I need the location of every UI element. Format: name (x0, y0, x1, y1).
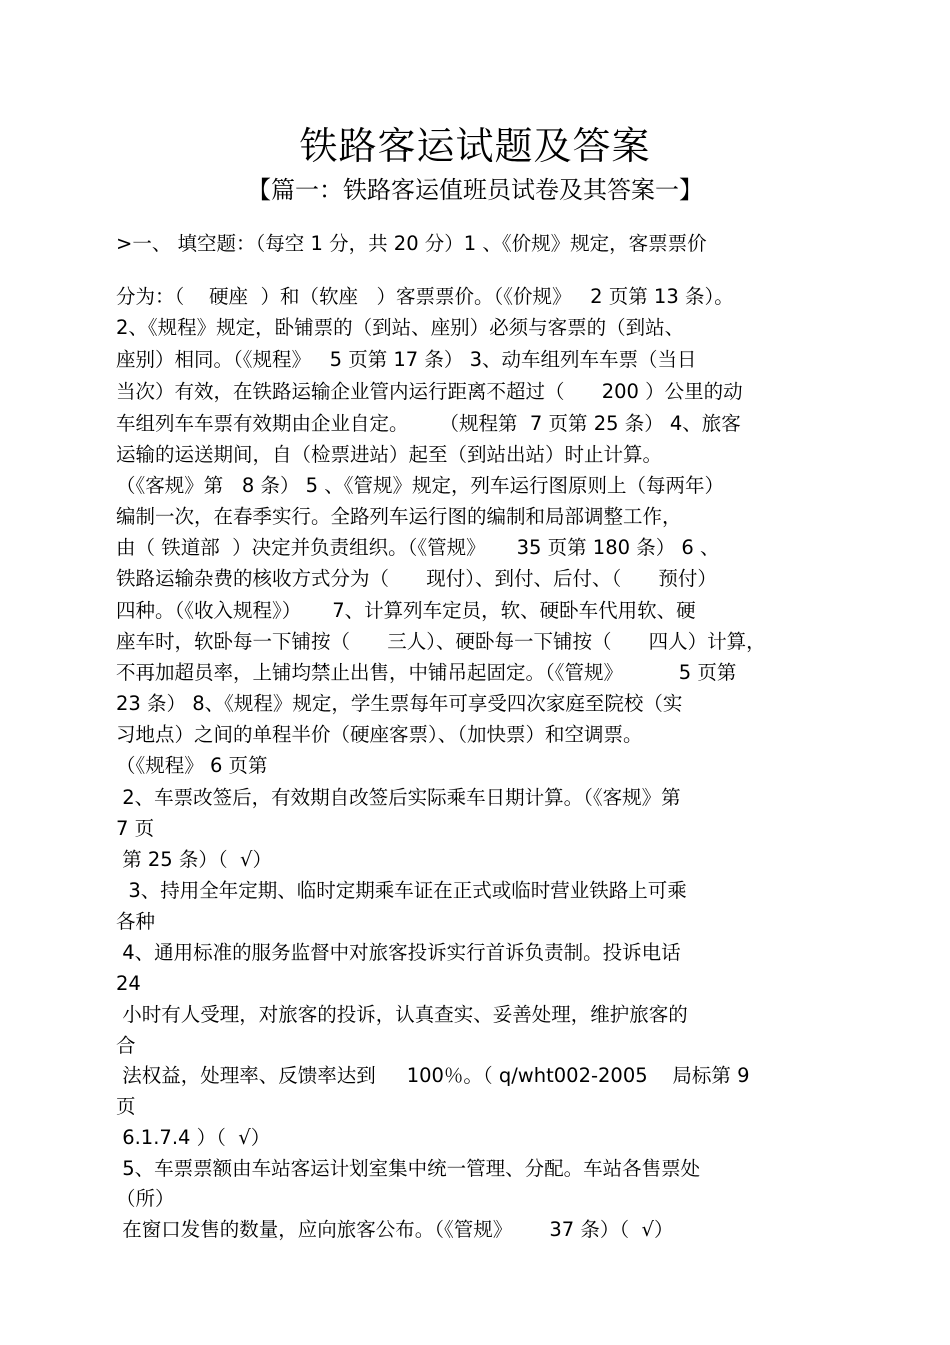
body-line: （《规程》 6 页第 (116, 754, 268, 777)
body-line: 法权益，处理率、反馈率达到 100％。（ q/wht002-2005 局标第 9 (116, 1064, 750, 1087)
body-line: 页 (116, 1095, 136, 1118)
body-line: 5、车票票额由车站客运计划室集中统一管理、分配。车站各售票处 (116, 1157, 701, 1180)
body-line: 习地点）之间的单程半价（硬座客票）、（加快票）和空调票。 (116, 723, 643, 746)
body-line: 各种 (116, 910, 156, 933)
body-line: 2、车票改签后，有效期自改签后实际乘车日期计算。（《客规》第 (116, 786, 681, 809)
body-line: 7 页 (116, 817, 155, 840)
body-line: 23 条） 8、《规程》规定，学生票每年可享受四次家庭至院校（实 (116, 692, 683, 715)
body-line: 当次）有效，在铁路运输企业管内运行距离不超过（ 200 ）公里的动 (116, 380, 743, 403)
body-line: 车组列车车票有效期由企业自定。 （规程第 7 页第 25 条） 4、旅客 (116, 412, 741, 435)
body-line: 四种。（《收入规程》） 7、计算列车定员，软、硬卧车代用软、硬 (116, 599, 696, 622)
body-line: 座别）相同。（《规程》 5 页第 17 条） 3、动车组列车车票（当日 (116, 348, 697, 371)
body-line: 运输的运送期间，自（检票进站）起至（到站出站）时止计算。 (116, 443, 663, 466)
body-line: >一、 填空题：（每空 1 分，共 20 分）1 、《价规》规定，客票票价 (116, 232, 707, 255)
body-line: 铁路运输杂费的核收方式分为（ 现付）、到付、后付、（ 预付） (116, 567, 717, 590)
body-line: 4、通用标准的服务监督中对旅客投诉实行首诉负责制。投诉电话 (116, 941, 681, 964)
body-line: 分为：（ 硬座 ）和（软座 ）客票票价。（《价规》 2 页第 13 条）。 (116, 285, 734, 308)
body-line: 小时有人受理，对旅客的投诉，认真查实、妥善处理，维护旅客的 (116, 1003, 688, 1026)
body-line: 由（ 铁道部 ）决定并负责组织。（《管规》 35 页第 180 条） 6 、 (116, 536, 720, 559)
body-line: 在窗口发售的数量，应向旅客公布。（《管规》 37 条）（ √） (116, 1218, 674, 1241)
body-line: 2、《规程》规定，卧铺票的（到站、座别）必须与客票的（到站、 (116, 316, 685, 339)
body-line: 第 25 条）（ √） (116, 848, 272, 871)
body-line: 编制一次，在春季实行。全路列车运行图的编制和局部调整工作， (116, 505, 682, 528)
body-line: （所） (116, 1187, 175, 1210)
body-line: 3、持用全年定期、临时定期乘车证在正式或临时营业铁路上可乘 (116, 879, 687, 902)
body-line: 座车时，软卧每一下铺按（ 三人）、硬卧每一下铺按（ 四人）计算， (116, 630, 766, 653)
body-line: （《客规》第 8 条） 5 、《管规》规定，列车运行图原则上（每两年） (116, 474, 725, 497)
document-subtitle: 【篇一：铁路客运值班员试卷及其答案一】 (247, 176, 703, 204)
body-line: 6.1.7.4 ）（ √） (116, 1126, 271, 1149)
document-title: 铁路客运试题及答案 (299, 124, 651, 168)
body-line: 合 (116, 1034, 136, 1057)
body-line: 24 (116, 972, 141, 995)
body-line: 不再加超员率，上铺均禁止出售，中铺吊起固定。（《管规》 5 页第 (116, 661, 737, 684)
